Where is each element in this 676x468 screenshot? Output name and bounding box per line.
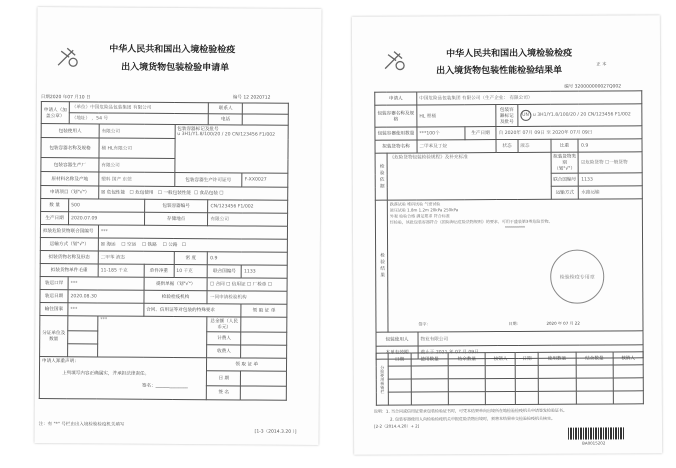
state-value: 液态 [518,139,551,152]
label: 申请人 [375,92,417,105]
result-table [374,90,643,359]
label: 包装容器名称及规格 [375,105,417,127]
label: 包装容器生产厂 [41,158,99,172]
un-no-value: *** [98,225,287,239]
container-no-value: CN/123456 F1/002 [208,200,288,214]
special-value: *** [98,316,208,358]
checkbox-option[interactable]: ☐ 一般包装性能 [157,190,192,197]
application-date: 日期2020 年07 月10 日 [40,95,91,101]
end-marker: ********** [504,224,525,231]
basis-value: 《危险货物包装检验规程》及补充标准 [387,152,551,200]
label: 装运日期 [40,290,68,303]
un-mark-icon: UN [520,110,531,121]
label: 运输方式（划"√"） [40,238,98,251]
checkbox-option[interactable]: ☐ [219,191,224,197]
seal-text: 检验检疫专用章 [559,274,595,281]
un-code-value: 1133 [241,265,287,278]
label: 总金额（人民币元） [207,317,241,332]
form-number: 编号 320000000027Q002 [564,84,622,90]
container-name-value: 桶 HL有限公司 [99,138,175,159]
license-value: F-XX0027 [242,173,288,187]
density-value: 0.9 [578,139,642,152]
country-value: *** [68,303,144,317]
result-line: 外观 检验合格 满足要求 符合标准 [389,213,450,219]
result-line: 液压试验 1.8m 1.2m 20kPa 250kPa [389,207,459,213]
label: 检验检疫机构 [144,290,208,303]
transport-value: 水路运输 [579,186,643,199]
label: 检验结果 [375,200,388,332]
label: 包装容器使用数量 [375,127,417,140]
docs-options[interactable]: ☐ 合同 ☐ 信用证 ☐ 厂检单 ☐ [207,278,287,292]
result-date: 2020 年 07 月 22 [546,320,580,326]
label: 日 期 [207,371,241,386]
label: 单件净重 [144,264,174,277]
label: 密 度 [174,251,208,264]
weight-value: 11-185 千克 [98,264,144,277]
label: 拟装货物名称 [375,140,417,153]
official-seal-stamp [550,249,604,303]
contact-value [243,103,289,114]
column-header: 日期 [388,353,411,366]
column-header: 日期 [516,352,539,365]
column-header: 使用数量 [411,353,448,366]
label: 收费人 [207,345,241,358]
inspection-emblem-logo [55,45,81,69]
label: 联合国编号 [551,173,579,186]
use-qty-value: ***100个 [417,127,465,140]
checkbox-option[interactable]: ☐ 空运 [121,242,137,248]
mark-value: u 3H1/Y1.8/100/20 / 20 CN/123456 F1/002 [532,112,631,118]
label: 申请人（加盖公章） [41,102,69,124]
label: 日期： [508,320,521,326]
column-header: 核销人 [613,352,643,365]
checkbox-option[interactable]: ☐ 危包使用 [129,190,154,196]
result-line: 跌落试验 堆码试验 气密试验 [389,201,441,207]
checkbox-option[interactable]: ☒ 危包性能 [101,190,126,196]
label: 检验依据 [375,153,387,200]
label: 电话 [209,114,243,125]
form-code: [2-2（2014.4.20）+ 2] [373,423,420,429]
prod-value: 自 2020年 07月 09日 至 2020年 07月 09日 [496,126,642,140]
density-value: 0.9 [208,252,288,266]
result-line: 经检验，该批包装容器符合《国际海运危险货物规则》的要求，可用于盛装第3类危险货物。 [389,218,553,225]
inspection-application-form [34,7,321,445]
address-value: （地址） ，54 号 [69,113,208,125]
label: 包装容器标记及批号 [496,104,518,126]
label: 拟装货物单件毛重 [40,264,98,277]
label: 本单有效期 [376,346,418,359]
net-value: 10 千克 [174,264,208,277]
note-1: 说明：1. 当合同或信用证要求包装检验证书时，可凭本结果单向出境所在地检验检疫机关申请签发检验证书。 [373,407,568,414]
column-header: 结余数量 [576,352,613,365]
label: 联合国编号 [208,265,242,278]
label: 分证单位及数量 [40,316,68,357]
label: 包装容器编号 [144,199,208,212]
checkbox-option[interactable]: ☒ 海运 [100,242,116,248]
qty-value: 500 [69,199,145,213]
column-header: 核销人 [486,352,516,365]
label: 输往国家 [40,303,68,316]
label: 提供单据（划"√"） [144,277,208,290]
storage-value: 有限公司 [208,213,288,227]
footnote: 注：有 "*" 号栏由出入境检验检疫机关填写 [38,422,125,428]
label: 申请项目（划"√"） [41,186,99,199]
label: 签 名 [207,385,241,400]
checkbox-option[interactable]: ☐ 食品包装 [193,191,218,197]
goods-value: 二甲苯及丁烷 [417,140,496,153]
port-value: *** [68,277,144,291]
label: 装运口岸 [40,277,68,290]
label: 签名： [141,383,156,389]
user-value: 有限公司 [99,124,175,139]
applicant-value: （单位）中国危险品包装集团 有限公司 [69,102,208,114]
label: 运输方式 [551,186,579,199]
label: 包装容器标记及批号 [177,126,219,133]
label: 状态 [496,139,518,152]
un-value: 1133 [579,173,643,186]
label: 分批使用核销栏 [376,353,388,405]
label: 存储地点 [144,212,208,225]
form-subtitle: 出入境货物包装检验申请单 [121,62,230,74]
barcode-number: BA0015202 [582,440,606,446]
checkbox-option[interactable]: ☐ [181,243,186,249]
form-title: 中华人民共和国出入境检验检疫 [109,44,236,56]
phone-value [243,114,289,125]
label: 拟装货物名称及形态 [40,251,98,264]
inspection-result-form [352,15,662,455]
container-value: HL 塑桶 [417,105,496,127]
column-header: 结余数量 [448,353,485,366]
prod-date-value: 2020.07.09 [68,212,144,226]
label: 联系人 [209,103,243,114]
checkbox-option[interactable]: ☐ 公路 [162,242,178,248]
label: 包装使用人 [376,332,418,346]
inspection-emblem-logo [382,49,408,73]
label: 包装容器名称及规格 [41,138,99,158]
class-value: ☑危险货物 ☐一般货物 [579,152,643,173]
label: 领 取 证 单 [241,304,287,317]
label: 合同、信用证等对包装的特殊要求 [144,303,242,317]
label: 原材料名称及产地 [41,172,99,186]
material-value: 塑料 国产 东莞 [99,172,175,187]
user-value: 物业有限公司 [418,331,643,346]
label: 生产日期 [465,127,496,140]
ship-date-value: 2020.08.30 [68,290,144,304]
copy-label: 正 本 [596,62,607,68]
applicant-value: 中国危险品包装集团 有限公司（生产企业： 有限公司） [417,91,642,105]
form-title: 中华人民共和国出入境检验检疫 [446,48,573,60]
label: 数 量 [41,199,69,212]
form-code: [1-3（2014.3.20 ）] [254,429,297,435]
container-mark-value: u 3H1/Y1.8/100/20 / 20 CN/123456 F1/002 [177,131,276,138]
split-use-table [376,351,644,405]
checkbox-option[interactable]: ☐ 铁路 [142,242,157,248]
form-number: 编号 12 2020712 [232,95,271,101]
column-header: 使用数量 [538,352,575,365]
label: 包装容器生产许可证号 [174,172,242,186]
label: 计费人 [207,332,241,345]
form-subtitle: 出入境货物包装性能检验结果单 [436,65,563,77]
label: 拟装危险货物联合国编号 [40,225,98,238]
label: 比重 [550,139,578,152]
declaration-text: 上列填写内容正确属实，并承担法律责任。 [61,371,150,377]
application-table: 申请人（加盖公章） （单位）中国危险品包装集团 有限公司 联系人 （地址） ，54 号 电话 包装使用人 有限公司 包装容器标记及批号 u 3H1/Y1.8/100/20 / 20 CN/123456 F1/002 包装容器名称及规格 桶 HL有限公司 包装容器生产厂 有限公司 原材料名称及产地 塑料 国产 东莞 包装容器生产许可证号 F-XX0027 申请项目（划"√"） ☒ 危包性能 ☐ 危包使用 ☐ 一般包装性能 ☐ 食品包装 ☐ 数 量 500 包装容器编号 CN/123456 F1/002 生产日期 2020.07.09 存储地点 有限公司 拟装危险货物联合国编号 *** 运输方式（划"√"） ☒ 海运 ☐ 空运 ☐ 铁路 ☐ 公路 ☐ 拟装货物名称及形态 二甲苯 液态 密 度 0.9 拟装货物单件毛重 11-185 千克 单件净重 10 千克 联合国编号 1133 装运口岸 *** 提供单据（划"√"） ☐ 合同 ☐ 信用证 ☐ 厂检单 ☐ 装运日期 2020.08.30 检验检疫机构 一同申请检验机构 输往国家 *** 合同、信用证等对包装的特殊要求 领 取 证 单 分证单位及数量 *** 总金额（人民币元） 计费人 收费人 申请人郑重声明： 上列填写内容正确属实，并承担法律责任。 签名：______________ 领 取 证 单 日 期 签 名 [39,101,289,401]
label: 生产日期 [41,212,69,225]
note-2: 2. 包装容器使用人向检验检疫机关申报危险货物出境时，须将本结果单交检验检疫机关核实。 [389,415,556,422]
maker-value: 有限公司 [99,158,175,173]
label: 拟装货物类别（划"√"） [551,152,579,173]
inspection-org-value: 一同申请检验机构 [207,291,287,305]
goods-value: 二甲苯 液态 [98,251,174,265]
label: 签字： [418,321,431,327]
label: 领 取 证 单 [207,358,287,372]
barcode [568,427,624,439]
label: 申请人郑重声明： [42,359,79,365]
label: 包装使用人 [41,124,99,138]
valid-value: 截止于 2021 年 07 月 09日 [418,345,643,359]
